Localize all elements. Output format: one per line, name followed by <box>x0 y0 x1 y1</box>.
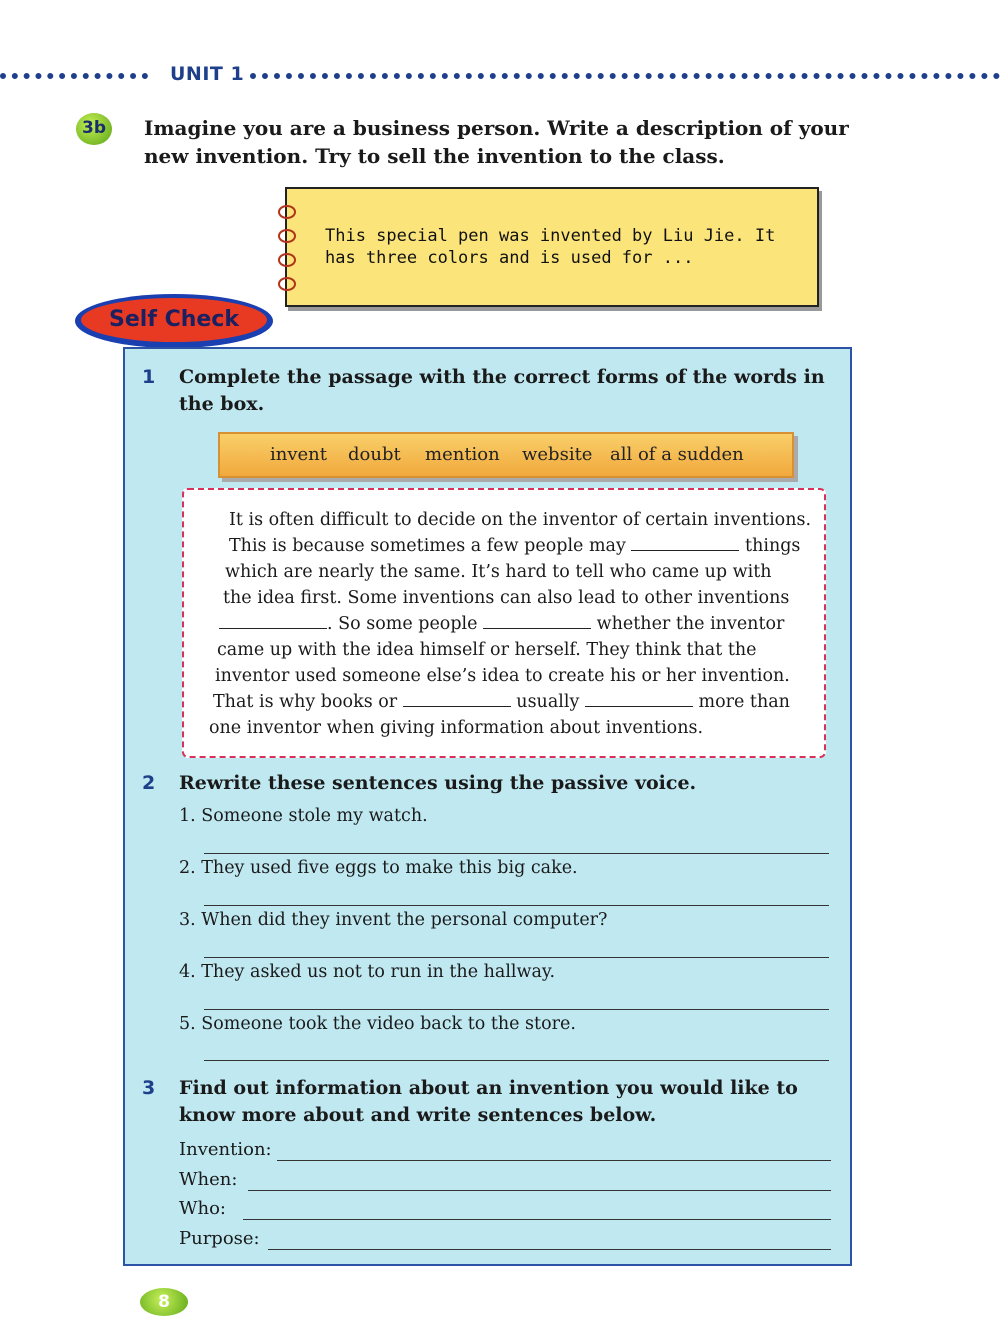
rewrite-item: 4. They asked us not to run in the hallway. <box>179 962 556 982</box>
activity-badge: 3b <box>76 113 112 145</box>
passage-text: whether the inventor <box>596 614 785 634</box>
spiral-coil-icon <box>278 253 296 267</box>
field-label-when: When: <box>179 1169 238 1190</box>
fill-in-blank[interactable] <box>483 614 591 629</box>
word-box-item: invent <box>270 444 327 465</box>
question-number: 2 <box>142 772 156 794</box>
spiral-coil-icon <box>278 205 296 219</box>
answer-line[interactable] <box>204 905 829 906</box>
spiral-coil-icon <box>278 277 296 291</box>
fill-in-blank[interactable] <box>219 614 327 629</box>
question-number: 3 <box>142 1077 156 1099</box>
fill-in-blank[interactable] <box>585 692 693 707</box>
question-1-text: Complete the passage with the correct forms of the words in the box. <box>179 366 825 415</box>
word-box-item: doubt <box>348 444 401 465</box>
passage-text: That is why books or <box>213 692 398 712</box>
passage-text: things <box>745 536 801 556</box>
field-label-who: Who: <box>179 1198 226 1219</box>
passage-line: It is often difficult to decide on the inventor of certain inventions. <box>229 510 812 530</box>
passage-line <box>213 692 790 712</box>
purpose-answer-line[interactable] <box>268 1249 831 1250</box>
unit-label: UNIT 1 <box>170 63 245 85</box>
passage-line <box>229 536 800 556</box>
passage-line: which are nearly the same. It’s hard to tell who came up with <box>225 562 772 582</box>
answer-line[interactable] <box>204 957 829 958</box>
answer-line[interactable] <box>204 1060 829 1061</box>
rewrite-item: 2. They used five eggs to make this big cake. <box>179 858 578 878</box>
passage-line: came up with the idea himself or herself. They think that the <box>217 640 757 660</box>
when-answer-line[interactable] <box>248 1190 831 1191</box>
passage-text: more than <box>698 692 790 712</box>
self-check-title: Self Check <box>81 298 267 342</box>
sample-note-text: This special pen was invented by Liu Jie. It has three colors and is used for ... <box>325 226 776 268</box>
answer-line[interactable] <box>204 1009 829 1010</box>
rewrite-item: 3. When did they invent the personal computer? <box>179 910 608 930</box>
rewrite-item: 5. Someone took the video back to the store. <box>179 1014 576 1034</box>
page-number: 8 <box>140 1288 188 1316</box>
answer-line[interactable] <box>204 853 829 854</box>
header-dotted-rule-right <box>250 73 1000 79</box>
question-3-text: Find out information about an invention you would like to know more about and write sentences below. <box>179 1077 798 1126</box>
passage-line <box>219 614 784 634</box>
passage-text: This is because sometimes a few people may <box>229 536 626 556</box>
passage-line: one inventor when giving information about inventions. <box>209 718 704 738</box>
word-box-item: mention <box>425 444 500 465</box>
sample-note-card <box>285 187 819 307</box>
spiral-coil-icon <box>278 229 296 243</box>
passage-text: usually <box>516 692 580 712</box>
rewrite-item: 1. Someone stole my watch. <box>179 806 428 826</box>
fill-in-blank[interactable] <box>403 692 511 707</box>
word-box <box>218 432 794 478</box>
question-2-text: Rewrite these sentences using the passive voice. <box>179 772 697 794</box>
passage-line: inventor used someone else’s idea to create his or her invention. <box>215 666 790 686</box>
passage-line: the idea first. Some inventions can also lead to other inventions <box>223 588 790 608</box>
field-label-invention: Invention: <box>179 1139 272 1160</box>
fill-in-blank[interactable] <box>631 536 739 551</box>
who-answer-line[interactable] <box>243 1219 831 1220</box>
header-dotted-rule-left <box>0 73 148 79</box>
activity-3b-instruction: Imagine you are a business person. Write a description of your new invention. Try to sell the invention to the class. <box>144 116 849 168</box>
word-box-item: website <box>522 444 593 465</box>
invention-answer-line[interactable] <box>277 1160 831 1161</box>
field-label-purpose: Purpose: <box>179 1228 260 1249</box>
word-box-item: all of a sudden <box>610 444 744 465</box>
passage-text: . So some people <box>327 614 478 634</box>
question-number: 1 <box>142 366 156 388</box>
